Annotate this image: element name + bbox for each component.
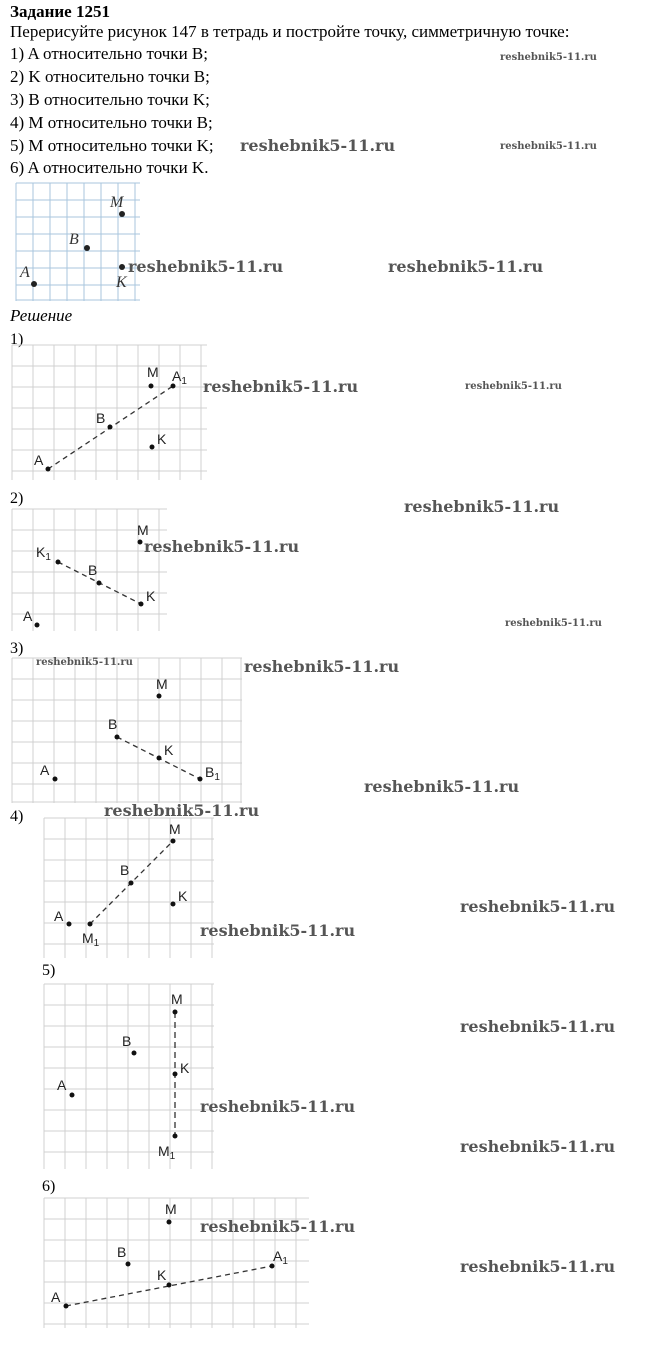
task-item-4: 4) M относительно точки B; [10,113,213,132]
sol2-label-K1: $K_1$ [36,544,51,563]
watermark: reshebnik5-11.ru [203,377,359,396]
sol1-label-K: K [157,431,167,447]
solution-label-1: 1) [10,331,24,348]
sol6-label-K: K [157,1267,167,1283]
sol3-label-M: M [156,676,168,692]
solution-label-2: 2) [10,490,24,507]
sol5-label-K: K [180,1060,190,1076]
sol2-label-B: B [88,562,98,578]
sol4-label-M: M [169,821,181,837]
sol4-label-A: A [54,908,64,924]
watermark: reshebnik5-11.ru [505,618,602,629]
watermark: reshebnik5-11.ru [36,657,133,668]
watermark: reshebnik5-11.ru [460,897,616,916]
solution-heading: Решение [10,306,73,325]
watermark: reshebnik5-11.ru [200,921,356,940]
figure-147 [16,183,142,301]
solution-5-diagram [44,984,214,1169]
watermark: reshebnik5-11.ru [388,257,544,276]
sol3-label-K: K [164,742,174,758]
solution-4-diagram [44,818,214,958]
solution-1-diagram [12,345,207,480]
sol4-label-B: B [120,862,130,878]
solution-label-4: 4) [10,808,24,825]
watermark: reshebnik5-11.ru [200,1217,356,1236]
sol1-label-B: B [96,410,106,426]
figure-label-K: K [116,274,127,291]
watermark: reshebnik5-11.ru [364,777,520,796]
watermark: reshebnik5-11.ru [465,381,562,392]
task-item-3: 3) B относительно точки K; [10,90,210,109]
sol2-label-M: M [137,522,149,538]
task-item-5: 5) M относительно точки K; [10,136,214,155]
watermark: reshebnik5-11.ru [460,1017,616,1036]
sol5-label-M: M [171,991,183,1007]
figure-label-A: A [20,264,30,281]
sol6-label-A1: $A_1$ [273,1248,288,1267]
watermark: reshebnik5-11.ru [500,52,597,63]
watermark: reshebnik5-11.ru [404,497,560,516]
figure-label-B: B [69,231,79,248]
sol5-label-B: B [122,1033,132,1049]
sol3-label-B: B [108,716,118,732]
watermark: reshebnik5-11.ru [500,141,597,152]
sol3-label-B1: $B_1$ [205,764,220,783]
solution-label-5: 5) [42,962,56,979]
task-item-2: 2) K относительно точки B; [10,67,210,86]
task-title: Задание 1251 [10,2,110,21]
solution-label-3: 3) [10,640,24,657]
watermark: reshebnik5-11.ru [104,801,260,820]
sol2-label-A: A [23,608,33,624]
figure-label-M: M [110,194,124,211]
solution-3-diagram [12,658,242,803]
sol1-label-M: M [147,364,159,380]
sol6-label-B: B [117,1244,127,1260]
task-item-1: 1) A относительно точки B; [10,44,208,63]
watermark: reshebnik5-11.ru [128,257,284,276]
solution-2-diagram [12,509,167,631]
sol1-label-A: A [34,452,44,468]
sol5-label-M1: $M_1$ [158,1143,176,1162]
solution-label-6: 6) [42,1178,56,1195]
watermark: reshebnik5-11.ru [144,537,300,556]
sol6-label-A: A [51,1289,61,1305]
task-item-6: 6) A относительно точки K. [10,158,209,177]
sol2-label-K: K [146,588,156,604]
sol3-label-A: A [40,762,50,778]
sol5-label-A: A [57,1077,67,1093]
watermark: reshebnik5-11.ru [200,1097,356,1116]
sol1-label-A1: $A_1$ [172,368,187,387]
watermark: reshebnik5-11.ru [460,1137,616,1156]
sol4-label-M1: $M_1$ [82,930,100,949]
task-intro: Перерисуйте рисунок 147 в тетрадь и постройте точку, симметричную точке: [10,22,570,41]
sol6-label-M: M [165,1201,177,1217]
watermark: reshebnik5-11.ru [240,136,396,155]
watermark: reshebnik5-11.ru [244,657,400,676]
sol4-label-K: K [178,888,188,904]
watermark: reshebnik5-11.ru [460,1257,616,1276]
